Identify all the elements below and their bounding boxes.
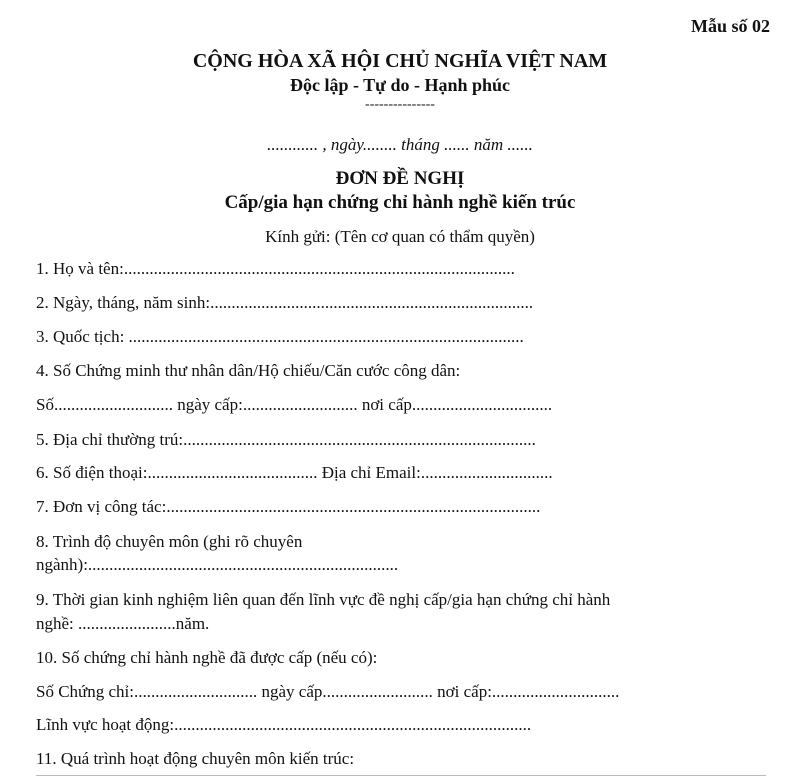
- motto-divider: ---------------: [365, 97, 435, 112]
- field-experience-line2: nghề: .......................năm.: [36, 614, 210, 633]
- page-bottom-rule: [36, 775, 766, 776]
- field-nationality: 3. Quốc tịch: .............................................................................................: [36, 327, 524, 346]
- field-id-heading: 4. Số Chứng minh thư nhân dân/Hộ chiếu/Căn cước công dân:: [36, 361, 461, 380]
- field-permanent-address: 5. Địa chỉ thường trú:...................................................................................: [36, 430, 536, 449]
- field-date-of-birth: 2. Ngày, tháng, năm sinh:............................................................................: [36, 293, 534, 312]
- form-number: Mẫu số 02: [690, 16, 770, 36]
- field-id-details: Số............................ ngày cấp:........................... nơi cấp.................................: [36, 395, 553, 414]
- date-line: ............ , ngày........ tháng ...... năm ......: [267, 135, 533, 154]
- field-qualification-line2: ngành):.........................................................................: [36, 555, 399, 574]
- field-certificate-heading: 10. Số chứng chỉ hành nghề đã được cấp (nếu có):: [36, 648, 378, 667]
- form-subtitle: Cấp/gia hạn chứng chỉ hành nghề kiến trúc: [224, 192, 576, 213]
- recipient-line: Kính gửi: (Tên cơ quan có thẩm quyền): [265, 227, 535, 246]
- motto: Độc lập - Tự do - Hạnh phúc: [289, 75, 511, 95]
- field-workplace: 7. Đơn vị công tác:........................................................................................: [36, 497, 541, 516]
- field-practice-area: Lĩnh vực hoạt động:....................................................................................: [36, 715, 532, 734]
- field-qualification-line1: 8. Trình độ chuyên môn (ghi rõ chuyên: [36, 532, 303, 551]
- field-phone-email: 6. Số điện thoại:........................................ Địa chỉ Email:...............................: [36, 463, 553, 482]
- field-experience-line1: 9. Thời gian kinh nghiệm liên quan đến lĩnh vực đề nghị cấp/gia hạn chứng chỉ hành: [36, 590, 611, 609]
- nation-heading: CỘNG HÒA XÃ HỘI CHỦ NGHĨA VIỆT NAM: [192, 50, 608, 72]
- form-title: ĐƠN ĐỀ NGHỊ: [335, 168, 465, 189]
- field-full-name: 1. Họ và tên:............................................................................................: [36, 259, 515, 278]
- field-professional-history: 11. Quá trình hoạt động chuyên môn kiến trúc:: [36, 749, 355, 768]
- field-certificate-details: Số Chứng chỉ:............................. ngày cấp.......................... nơi cấp:..............................: [36, 682, 620, 701]
